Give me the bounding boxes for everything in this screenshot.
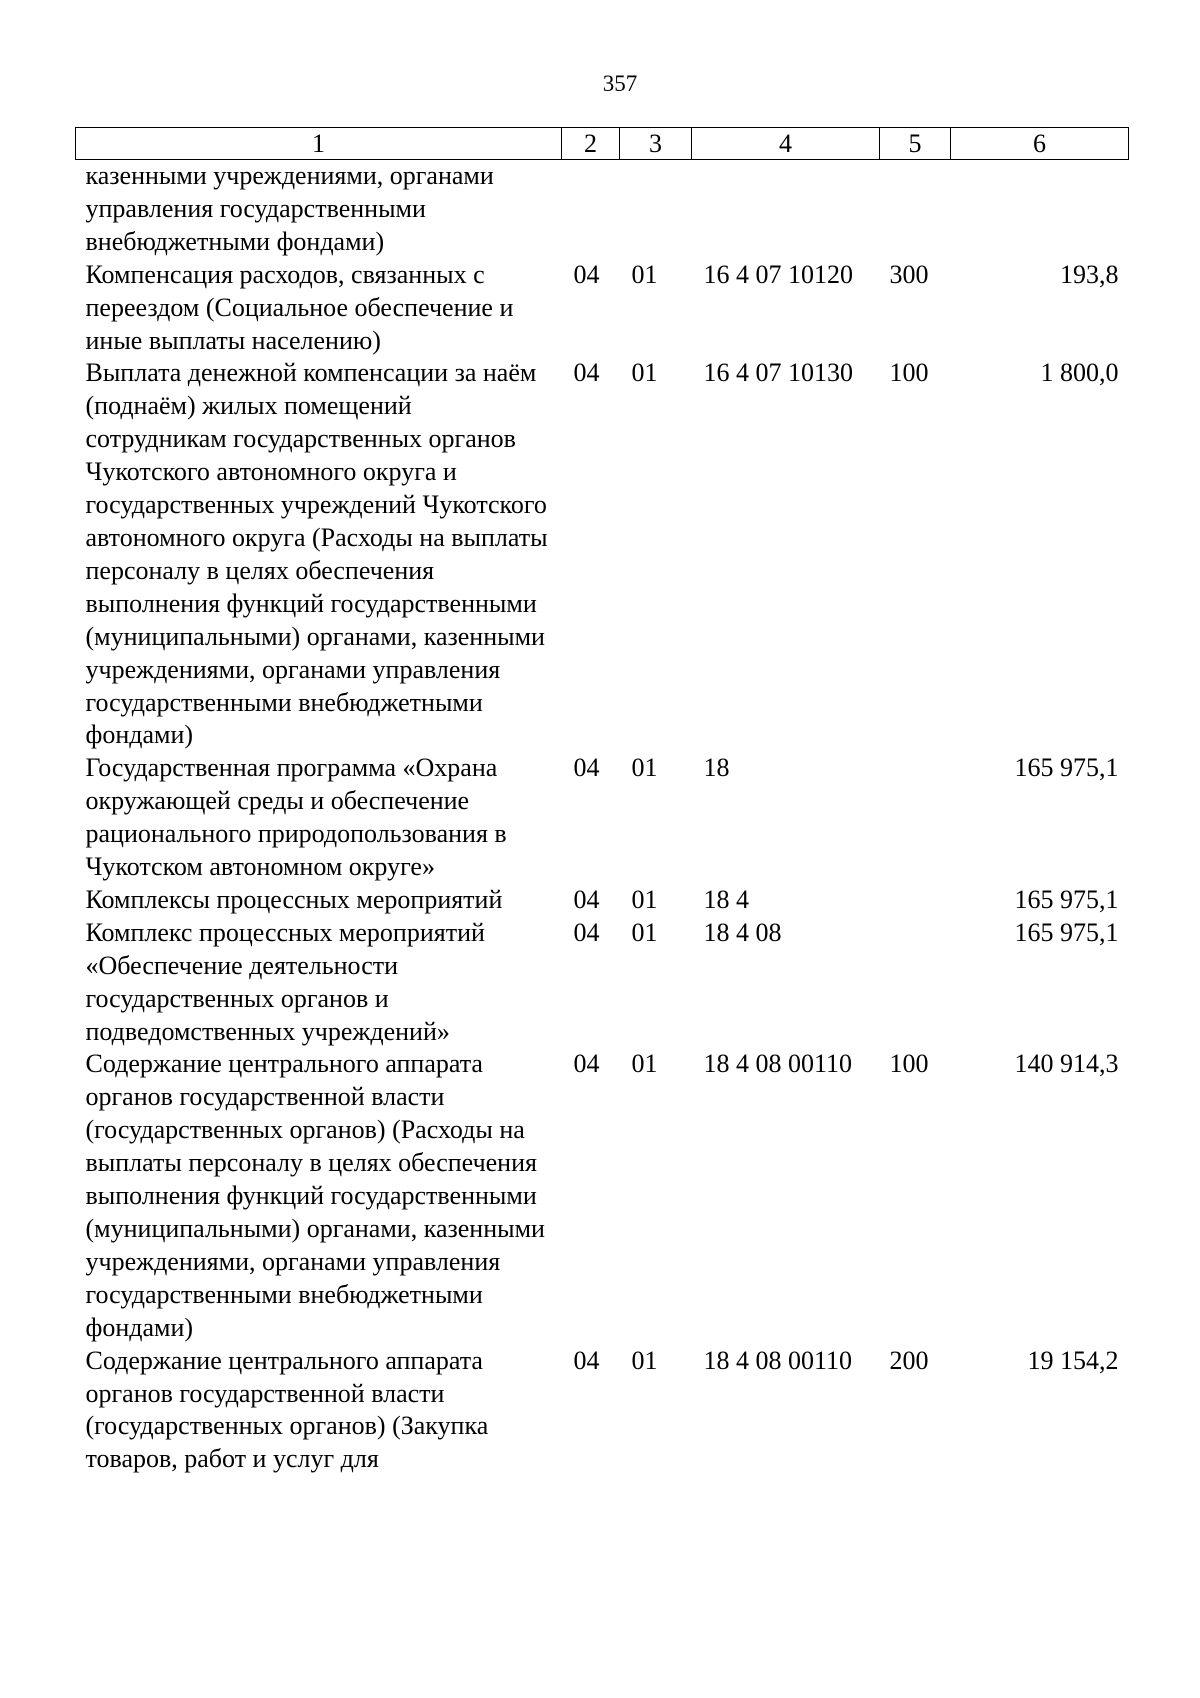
table-row xyxy=(76,160,1129,259)
table-row xyxy=(76,752,1129,884)
row-expense-type: 300 xyxy=(889,259,929,289)
row-subsection: 01 xyxy=(631,1345,658,1375)
row-expense-type xyxy=(880,884,951,917)
row-name: Компенсация расходов, связанных с переездом (Социальное обеспечение и иные выплаты населению) xyxy=(85,259,514,355)
row-expense-type: 200 xyxy=(889,1345,929,1375)
header-col-3: 3 xyxy=(620,128,692,160)
table-row xyxy=(76,357,1129,752)
row-section xyxy=(562,160,620,259)
row-subsection: 01 xyxy=(631,1049,658,1079)
row-section: 04 xyxy=(573,358,600,388)
row-expense-type xyxy=(880,160,951,259)
row-sum: 165 975,1 xyxy=(1014,884,1119,914)
row-subsection: 01 xyxy=(631,753,658,783)
row-target-article: 18 4 08 00110 xyxy=(703,1049,853,1079)
header-col-4: 4 xyxy=(692,128,880,160)
page-number: 357 xyxy=(602,71,638,96)
row-section: 04 xyxy=(573,259,600,289)
table-row xyxy=(76,917,1129,1049)
row-subsection: 01 xyxy=(631,884,658,914)
row-sum: 140 914,3 xyxy=(1014,1049,1119,1079)
row-target-article: 18 4 08 00110 xyxy=(703,1345,853,1375)
header-col-6: 6 xyxy=(951,128,1129,160)
row-expense-type xyxy=(880,917,951,1049)
header-col-1: 1 xyxy=(76,128,562,160)
row-subsection: 01 xyxy=(631,259,658,289)
row-name: Содержание центрального аппарата органов государственной власти (государственных органов) (Закупка товаров, работ и услуг для xyxy=(85,1345,489,1474)
row-name: Содержание центрального аппарата органов государственной власти (государственных органов) (Расходы на выплаты персоналу в целях обеспечения выполнения функций государственными (муниципальными) органами, казенными учреждениями, органами управления государственными внебюджетными фондами) xyxy=(85,1049,545,1342)
row-section: 04 xyxy=(573,917,600,947)
row-target-article: 18 4 08 xyxy=(703,917,782,947)
row-target-article: 18 4 xyxy=(703,884,749,914)
row-section: 04 xyxy=(573,753,600,783)
header-col-2: 2 xyxy=(562,128,620,160)
row-sum: 1 800,0 xyxy=(1040,358,1119,388)
row-section: 04 xyxy=(573,1049,600,1079)
row-sum: 193,8 xyxy=(1060,259,1119,289)
table-row xyxy=(76,1345,1129,1477)
row-expense-type: 100 xyxy=(889,1049,929,1079)
row-sum: 165 975,1 xyxy=(1014,753,1119,783)
row-subsection xyxy=(620,160,692,259)
header-col-5: 5 xyxy=(880,128,951,160)
row-sum: 165 975,1 xyxy=(1014,917,1119,947)
row-target-article: 18 xyxy=(703,753,730,783)
row-name: казенными учреждениями, органами управления государственными внебюджетными фондами) xyxy=(85,161,494,256)
budget-table xyxy=(75,127,1129,1476)
row-subsection: 01 xyxy=(631,917,658,947)
row-subsection: 01 xyxy=(631,358,658,388)
row-target-article: 16 4 07 10130 xyxy=(703,358,853,388)
table-row xyxy=(76,1048,1129,1344)
row-sum: 19 154,2 xyxy=(1027,1345,1119,1375)
row-expense-type xyxy=(880,752,951,884)
row-target-article: 16 4 07 10120 xyxy=(703,259,853,289)
row-expense-type: 100 xyxy=(889,358,929,388)
row-section: 04 xyxy=(573,884,600,914)
table-header-row xyxy=(76,128,1129,160)
table-row xyxy=(76,259,1129,358)
row-target-article xyxy=(692,160,880,259)
row-name: Комплекс процессных мероприятий «Обеспечение деятельности государственных органов и подведомственных учреждений» xyxy=(85,917,485,1046)
row-name: Комплексы процессных мероприятий xyxy=(85,884,503,914)
row-sum xyxy=(951,160,1129,259)
row-name: Государственная программа «Охрана окружающей среды и обеспечение рационального природопользования в Чукотском автономном округе» xyxy=(85,753,507,882)
table-row xyxy=(76,884,1129,917)
row-section: 04 xyxy=(573,1345,600,1375)
row-name: Выплата денежной компенсации за наём (поднаём) жилых помещений сотрудникам государственных органов Чукотского автономного округа и государственных учреждений Чукотского автономного округа (Расходы на выплаты персоналу в целях обеспечения выполнения функций государственными (муниципальными) органами, казенными учреждениями, органами управления государственными внебюджетными фондами) xyxy=(85,358,548,750)
